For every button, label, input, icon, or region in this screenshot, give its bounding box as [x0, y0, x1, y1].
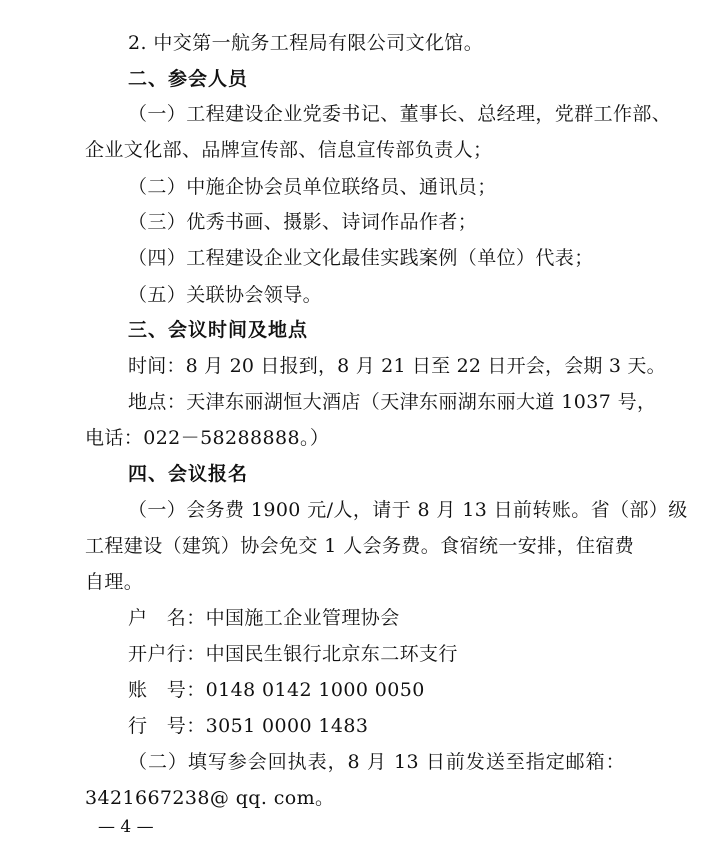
- attendee-item-1-line1: （一）工程建设企业党委书记、董事长、总经理，党群工作部、: [128, 103, 672, 125]
- attendee-item-5: （五）关联协会领导。: [128, 284, 323, 306]
- meeting-place-line1: 地点：天津东丽湖恒大酒店（天津东丽湖东丽大道 1037 号，: [128, 391, 657, 413]
- account-bank: 开户行：中国民生银行北京东二环支行: [128, 643, 458, 665]
- account-name: 户 名：中国施工企业管理协会: [128, 607, 400, 629]
- receipt-line1: （二）填写参会回执表，8 月 13 日前发送至指定邮箱：: [128, 751, 625, 773]
- bank-code: 行 号：3051 0000 1483: [128, 715, 369, 737]
- section-heading-registration: 四、会议报名: [128, 463, 249, 485]
- fee-line3: 自理。: [85, 571, 144, 593]
- section-heading-time-place: 三、会议时间及地点: [128, 319, 309, 341]
- account-number: 账 号：0148 0142 1000 0050: [128, 679, 425, 701]
- attendee-item-1-line2: 企业文化部、品牌宣传部、信息宣传部负责人；: [85, 139, 493, 161]
- attendee-item-2: （二）中施企协会员单位联络员、通讯员；: [128, 176, 497, 198]
- fee-line2: 工程建设（建筑）协会免交 1 人会务费。食宿统一安排，住宿费: [85, 535, 635, 557]
- page-number: — 4 —: [98, 817, 154, 837]
- attendee-item-4: （四）工程建设企业文化最佳实践案例（单位）代表；: [128, 247, 594, 269]
- receipt-email: 3421667238@ qq. com。: [85, 787, 335, 809]
- fee-line1: （一）会务费 1900 元/人，请于 8 月 13 日前转账。省（部）级: [128, 499, 688, 521]
- meeting-place-line2: 电话：022－58288888。）: [85, 427, 330, 449]
- section-heading-attendees: 二、参会人员: [128, 68, 249, 90]
- meeting-time: 时间：8 月 20 日报到，8 月 21 日至 22 日开会，会期 3 天。: [128, 355, 666, 377]
- attendee-item-3: （三）优秀书画、摄影、诗词作品作者；: [128, 211, 478, 233]
- venue-item-2: 2. 中交第一航务工程局有限公司文化馆。: [128, 32, 484, 54]
